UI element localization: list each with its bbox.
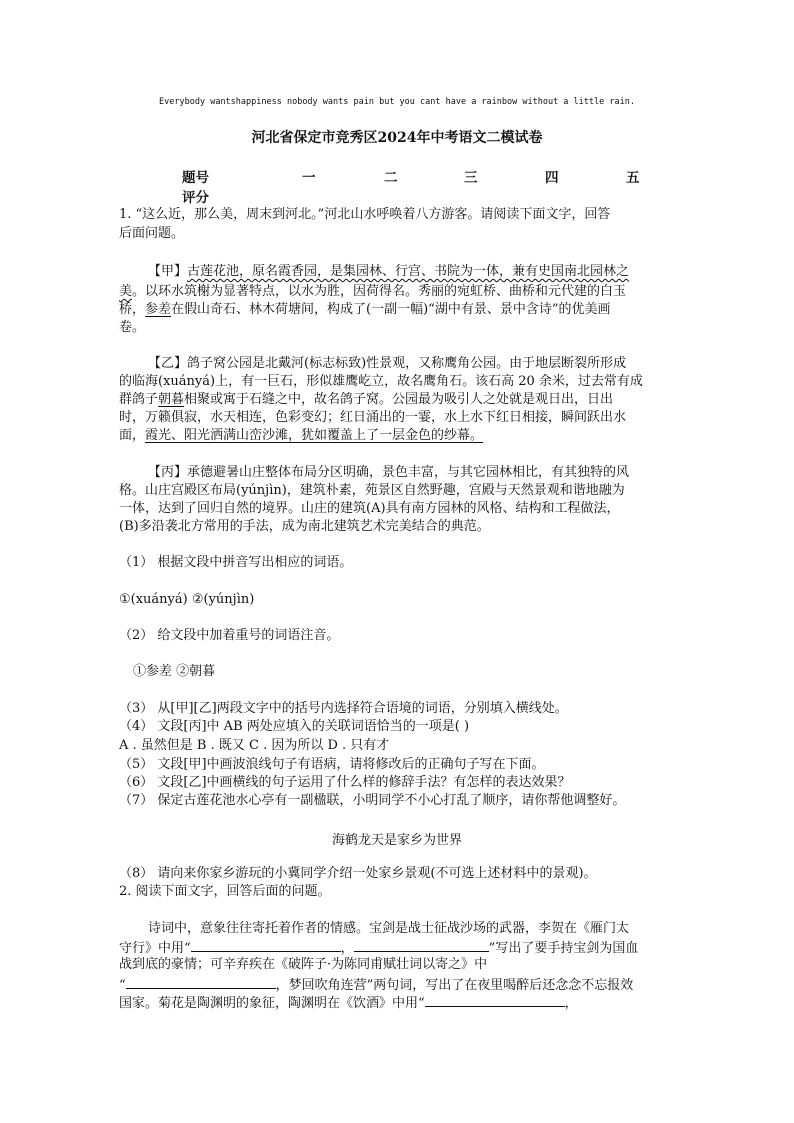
passage-jia-line: 卷。 (119, 320, 146, 335)
table-header-cell: 二 (384, 170, 398, 186)
answer-blank[interactable] (354, 937, 489, 952)
sub-question: （5） 文段[甲]中画波浪线句子有语病，请将修改后的正确句子写在下面。 (119, 757, 545, 772)
table-row-label: 评分 (182, 190, 209, 206)
table-header-cell: 五 (626, 170, 640, 186)
passage-bing-line: 一体，达到了回归自然的境界。山庄的建筑(A)具有南方园林的风格、结构和工程做法， (119, 501, 620, 516)
passage-text: 守行》中用“ (119, 941, 191, 956)
sub-question-options: A . 虽然但是 B . 既又 C . 因为所以 D . 只有才 (119, 738, 390, 753)
table-header-cell: 三 (464, 170, 478, 186)
q2-passage-line: 诗词中，意象往往寄托着作者的情感。宝剑是战士征战沙场的武器，李贺在《雁门太 (148, 921, 630, 936)
passage-bing-line: 【丙】承德避暑山庄整体布局分区明确，景色丰富，与其它园林相比，有其独特的风 (148, 465, 630, 480)
passage-text: 在假山奇石、林木荷塘间，构成了(一副一幅)“湖中有景、景中含诗”的优美画 (171, 302, 611, 317)
passage-label: 【甲】 (148, 264, 188, 279)
passage-yi-line (119, 390, 613, 410)
answer-blank[interactable] (191, 937, 341, 952)
sub-question: （6） 文段[乙]中画横线的句子运用了什么样的修辞手法？有怎样的表达效果？ (119, 775, 571, 790)
passage-text: 国家。菊花是陶渊明的象征，陶渊明在《饮酒》中用“ (119, 996, 425, 1011)
sub-question-options: ①(xuányá) ②(yúnjìn) (119, 592, 255, 607)
passage-text: “ (119, 978, 126, 993)
couplet-text: 海鹤龙天是家乡为世界 (331, 833, 462, 848)
passage-jia-line (148, 262, 629, 282)
passage-yi-line: 的临海(xuányá)上，有一巨石，形似雄鹰屹立，故名鹰角石。该石高 20 余米，过去常有成 (119, 374, 643, 389)
passage-text: ”写出了要手持宝剑为国血 (488, 941, 639, 956)
sub-question: （1） 根据文段中拼音写出相应的词语。 (119, 555, 353, 570)
passage-yi-line: 时，万籁俱寂，水天相连，色彩变幻；红日涌出的一霎，水上水下红日相接，瞬间跃出水 (119, 410, 627, 425)
passage-jia-line (119, 282, 626, 302)
underlined-sentence: 霞光、阳光洒满山峦沙滩，犹如覆盖上了一层金色的纱幕。 (145, 428, 484, 443)
page-title: 河北省保定市竞秀区2024年中考语文二模试卷 (251, 130, 543, 146)
q2-passage-line: 战到底的豪情；可辛弃疾在《破阵子·为陈同甫赋壮词以寄之》中 (119, 957, 488, 972)
q2-passage-line (119, 992, 578, 1014)
sub-question-options: ①参差 ②朝暮 (133, 664, 216, 679)
sub-question: （4） 文段[丙]中 AB 两处应填入的关联词语恰当的一项是( ) (119, 719, 470, 734)
passage-yi-line: 【乙】鸽子窝公园是北戴河(标志标致)性景观，又称鹰角公园。由于地层断裂所形成 (148, 356, 627, 371)
table-header-cell: 一 (302, 170, 316, 186)
passage-text: 。以环水筑榭为显著特点，以水为胜，因荷得名。秀丽的宛虹桥、曲桥和元代建的白玉 (132, 284, 627, 299)
passage-text: 面， (119, 428, 146, 443)
motto: Everybody wantshappiness nobody wants pain but you cant have a rainbow without a little rain. (159, 97, 635, 107)
emphasized-word: 朝暮 (158, 392, 185, 407)
table-header-cell: 题号 (182, 170, 209, 186)
q2-intro: 2. 阅读下面文字，回答后面的问题。 (119, 884, 331, 899)
passage-text: ，梦回吹角连营”两句词，写出了在夜里喝醉后还念念不忘报效 (275, 978, 634, 993)
answer-blank[interactable] (126, 974, 276, 989)
sub-question: （8） 请向来你家乡游玩的小冀同学介绍一处家乡景观(不可选上述材料中的景观)。 (119, 866, 597, 881)
q1-intro: 后面问题。 (119, 226, 185, 241)
passage-text: ， (564, 996, 578, 1011)
passage-yi-line (119, 426, 483, 446)
sub-question: （2） 给文段中加着重号的词语注音。 (119, 628, 340, 643)
q1-intro: 1. “这么近，那么美，周末到河北。”河北山水呼唤着八方游客。请阅读下面文字，回答 (119, 207, 611, 222)
passage-text: 群鸽子 (119, 392, 159, 407)
wavy-sentence: 古莲花池，原名霞香园，是集园林、行宫、书院为一体，兼有史国南北园林之 (187, 264, 630, 279)
emphasized-word: 参差 (145, 302, 172, 317)
passage-bing-line: 格。山庄宫殿区布局(yúnjìn)，建筑朴素，苑景区自然野趣，宫殿与天然景观和谐地融为 (119, 483, 625, 498)
passage-text: 相聚或寓于石缝之中，故名鸽子窝。公园最为吸引人之处就是观日出，日出 (184, 392, 614, 407)
passage-bing-line: (B)多沿袭北方常用的手法，成为南北建筑艺术完美结合的典范。 (119, 519, 490, 534)
sub-question: （3） 从[甲][乙]两段文字中的括号内选择符合语境的词语，分别填入横线处。 (119, 701, 568, 716)
wavy-sentence: 美 (119, 284, 133, 299)
answer-blank[interactable] (425, 992, 565, 1007)
passage-jia-line (119, 300, 610, 320)
passage-text: ， (340, 941, 354, 956)
sub-question: （7） 保定古莲花池水心亭有一副楹联，小明同学不小心打乱了顺序，请你帮他调整好。 (119, 793, 626, 808)
passage-text: 桥， (119, 302, 146, 317)
table-header-cell: 四 (545, 170, 559, 186)
